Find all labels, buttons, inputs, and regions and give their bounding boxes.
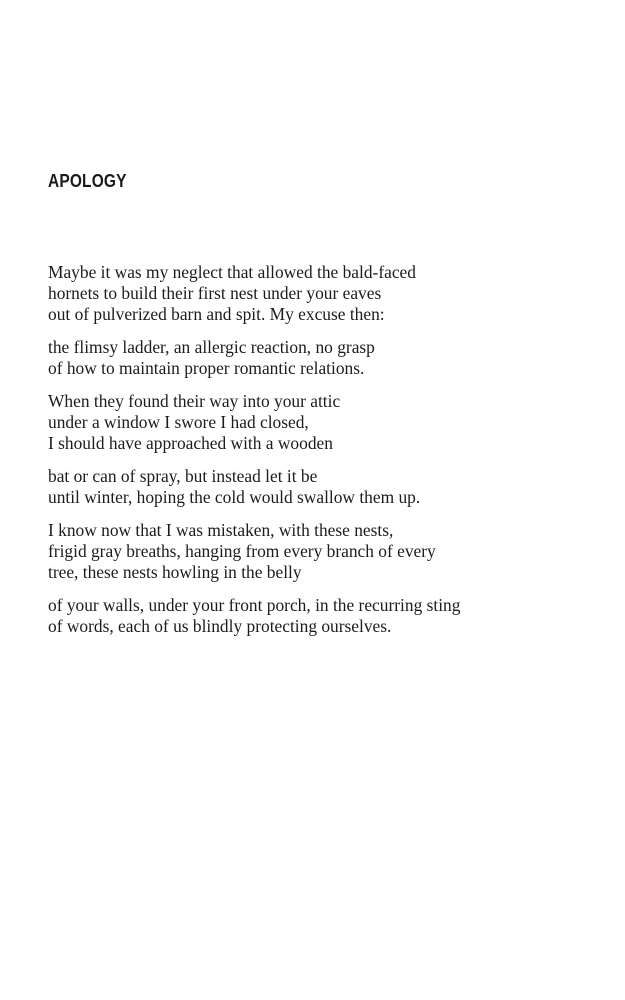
poem-title: APOLOGY (48, 171, 127, 191)
poem-line: bat or can of spray, but instead let it be (48, 466, 318, 486)
poem-line: Maybe it was my neglect that allowed the bald-faced (48, 262, 416, 282)
poem-body (48, 262, 588, 649)
poem-line: frigid gray breaths, hanging from every branch of every (48, 541, 436, 561)
poem-line: until winter, hoping the cold would swallow them up. (48, 487, 421, 507)
stanza-3 (48, 391, 588, 454)
stanza-6 (48, 595, 588, 637)
poem-line: out of pulverized barn and spit. My excuse then: (48, 304, 385, 324)
stanza-5 (48, 520, 588, 583)
stanza-1 (48, 262, 588, 325)
poem-line: of your walls, under your front porch, in the recurring sting (48, 595, 461, 615)
poem-line: of words, each of us blindly protecting ourselves. (48, 616, 392, 636)
poem-line: When they found their way into your attic (48, 391, 341, 411)
poem-line: under a window I swore I had closed, (48, 412, 309, 432)
stanza-2 (48, 337, 588, 379)
poem-line: I should have approached with a wooden (48, 433, 333, 453)
poem-line: I know now that I was mistaken, with these nests, (48, 520, 394, 540)
poem-line: tree, these nests howling in the belly (48, 562, 302, 582)
stanza-4 (48, 466, 588, 508)
poem-line: hornets to build their first nest under your eaves (48, 283, 382, 303)
poem-line: of how to maintain proper romantic relations. (48, 358, 365, 378)
poem-line: the flimsy ladder, an allergic reaction, no grasp (48, 337, 375, 357)
